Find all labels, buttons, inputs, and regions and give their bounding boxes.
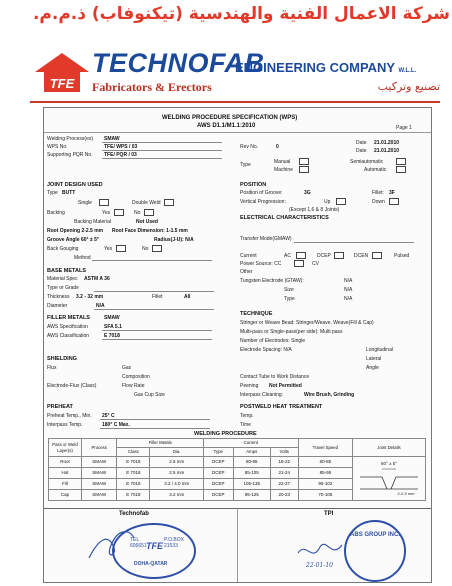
up-label: Up [324, 199, 331, 205]
underline [94, 309, 214, 310]
backing-label: Backing [47, 210, 65, 216]
form-code: AWS D1.1/M1.1:2010 [197, 123, 256, 129]
diameter-value: N/A [96, 303, 105, 309]
cell: SMAW [82, 468, 117, 479]
ac-label: AC [284, 253, 291, 259]
col-header-travel: Travel Speed [298, 439, 352, 457]
date2-value: 21.01.2010 [374, 148, 400, 154]
page-number: Page 1 [396, 125, 412, 131]
preheat-header: PREHEAT [47, 404, 73, 410]
header-divider [30, 101, 440, 103]
type-grade-label: Type or Grade [47, 285, 79, 291]
manual-label: Manual [274, 159, 291, 165]
underline [100, 428, 210, 429]
cell: 18-22 [270, 457, 298, 468]
cell: DCEP [203, 468, 233, 479]
number-electrodes: Number of Electrodes: Single [240, 338, 306, 344]
sig-right-label: TPI [324, 511, 334, 517]
col-header-type: Type [203, 448, 233, 457]
tungsten-na: N/A [344, 278, 353, 284]
tungsten-label: Tungsten Electrode (GTAW): [240, 278, 304, 284]
double-weld-checkbox[interactable] [164, 199, 174, 206]
weld-table-title: WELDING PROCEDURE [194, 431, 257, 437]
welding-process-value: SMAW [104, 136, 120, 142]
wps-no-label: WPS No. [47, 144, 68, 150]
cell: DCEP [203, 490, 233, 501]
backing-no-label: No [134, 210, 141, 216]
peening-label: Peening [240, 383, 259, 389]
cell: Fill [49, 479, 82, 490]
size-na: N/A [344, 287, 353, 293]
cell: 85-95 [298, 468, 352, 479]
fillet2-label: Fillet [152, 294, 163, 300]
cell: E 7018 [117, 457, 150, 468]
current-label: Current [240, 253, 257, 259]
semiauto-label: Semiautomatic [350, 159, 384, 165]
underline [102, 339, 212, 340]
cell: Root [49, 457, 82, 468]
cell: 3.2 / 4.0 mm [150, 479, 204, 490]
date1-label: Date [356, 140, 367, 146]
shielding-header: SHIELDING [47, 356, 77, 362]
flow-rate-label: Flow Rate [122, 383, 145, 389]
fillet-label: Fillet: [372, 190, 384, 196]
stringer-weave: Stringer or Weave Bead: Stringer/Weave, Weave(Fill & Cap) [240, 320, 374, 326]
back-gouging-label: Back Gouging [47, 246, 79, 252]
type3-na: N/A [344, 296, 353, 302]
underline [102, 142, 222, 143]
backing-material-value: Not Used [136, 219, 158, 225]
machine-label: Machine [274, 167, 293, 173]
aws-class-label: AWS Classification [47, 333, 90, 339]
subtitle-english: Fabricators & Erectors [92, 80, 212, 94]
interpass-cleaning-value: Wire Brush, Grinding [304, 392, 355, 398]
pulsed-label: Pulsed [394, 253, 410, 259]
semiauto-checkbox[interactable] [396, 158, 406, 165]
stamp-city: DOHA-QATAR [134, 561, 168, 567]
underline [102, 158, 222, 159]
manual-checkbox[interactable] [299, 158, 309, 165]
lateral-label: Lateral [366, 356, 382, 362]
multipass: Multi-pass or Single-pass(per side): Multi pass [240, 329, 343, 335]
wps-form [43, 107, 432, 583]
stamp-pobox: P.O.BOX [164, 537, 184, 543]
machine-checkbox[interactable] [299, 166, 309, 173]
dcen-label: DCEN [354, 253, 369, 259]
table-row [49, 457, 426, 468]
electrode-flux-label: Electrode-Flux (Class) [47, 383, 97, 389]
underline [92, 260, 212, 261]
cell: Hot [49, 468, 82, 479]
dcep-checkbox[interactable] [334, 252, 344, 259]
power-source-label: Power Source: CC [240, 261, 282, 267]
abs-stamp-text: ABS GROUP INC. [350, 532, 400, 538]
dcep-label: DCEP [317, 253, 331, 259]
pqr-label: Supporting PQR No. [47, 152, 93, 158]
double-weld-label: Double Weld [132, 200, 161, 206]
aws-spec-label: AWS Specification [47, 324, 88, 330]
automatic-checkbox[interactable] [396, 166, 406, 173]
groove-angle: Groove Angle 60° ± 5° [47, 237, 99, 243]
joint-angle-label: 60° ± 5° [380, 460, 398, 466]
col-header-pass: Pass or Weld Layer(s) [49, 439, 82, 457]
pwht-time-label: Time [240, 422, 251, 428]
interpass-temp-label: Interpass Temp. [47, 422, 83, 428]
diameter-label: Diameter [47, 303, 68, 309]
filler-metals-header: FILLER METALS [47, 315, 90, 321]
cell: 80-95 [233, 457, 270, 468]
cc-checkbox[interactable] [294, 260, 304, 267]
welding-process-label: Welding Process(es) [47, 136, 94, 142]
stamp-tel-no: 606651 [130, 543, 147, 549]
col-header-process: Process [82, 439, 117, 457]
peening-value: Not Permitted [269, 383, 302, 389]
aws-class-value: E 7018 [104, 333, 120, 339]
wps-no-value: TFE/ WPS / 03 [104, 144, 138, 150]
electrode-spacing: Electrode Spacing: N/A [240, 347, 292, 353]
up-checkbox[interactable] [336, 198, 346, 205]
cell: Cap [49, 490, 82, 501]
cell: E 7018 [117, 490, 150, 501]
cell: E 7018 [117, 468, 150, 479]
joint-detail-sketch [356, 459, 422, 497]
interpass-cleaning-label: Interpass Cleaning: [240, 392, 284, 398]
date2-label: Date [356, 148, 367, 154]
underline [100, 419, 210, 420]
position-header: POSITION [240, 182, 267, 188]
joint-detail-cell [353, 457, 426, 501]
vertical-progression-label: Vertical Progression: [240, 199, 286, 205]
cell: SMAW [82, 479, 117, 490]
col-group-filler: Filler Metals [117, 439, 204, 448]
backing-material-label: Backing Material [74, 219, 111, 225]
cell: DCEP [203, 457, 233, 468]
groove-position-value: 3G [304, 190, 311, 196]
type3-label: Type [284, 296, 295, 302]
divider [237, 508, 238, 582]
cell: 105-135 [233, 479, 270, 490]
cell: SMAW [82, 490, 117, 501]
dcen-checkbox[interactable] [372, 252, 382, 259]
rev-label: Rev No. [240, 144, 259, 150]
company-suffix: W.L.L. [398, 68, 417, 74]
date1-value: 21.01.2010 [374, 140, 400, 146]
fillet2-value: All [184, 294, 191, 300]
cell: E 7018 [117, 479, 150, 490]
arabic-company-name: شركة الاعمال الفنية والهندسية (تيكنوفاب) ذ.م.م. [32, 4, 450, 24]
form-title: WELDING PROCEDURE SPECIFICATION (WPS) [162, 115, 298, 121]
stamp-tel: TEL [130, 537, 140, 543]
signature-left-icon [84, 518, 144, 568]
angle-label: Angle [366, 365, 379, 371]
col-header-volts: Volts [270, 448, 298, 457]
root-opening: Root Opening 2-2.5 mm [47, 228, 104, 234]
preheat-temp-value: 25° C [102, 413, 115, 419]
joint-dim-label: 2-2.5 mm [397, 490, 415, 496]
backing-yes-label: Yes [102, 210, 111, 216]
electrical-header: ELECTRICAL CHARACTERISTICS [240, 215, 329, 221]
gouging-no-checkbox[interactable] [152, 245, 162, 252]
subtitle-arabic: تصنيع وتركيب [377, 80, 440, 93]
gouging-yes-checkbox[interactable] [116, 245, 126, 252]
cv-label: CV [312, 261, 319, 267]
single-label: Single [78, 200, 92, 206]
ac-checkbox[interactable] [296, 252, 306, 259]
sig-left-label: Technofab [119, 511, 149, 517]
joint-design-header: JOINT DESIGN USED [47, 182, 103, 188]
company-name [235, 60, 416, 75]
divider [44, 132, 431, 133]
pqr-value: TFE/ PQR / 03 [104, 152, 137, 158]
cell: 2.5 mm [150, 457, 204, 468]
down-label: Down [372, 199, 385, 205]
gouging-yes-label: Yes [104, 246, 113, 252]
cell: 95-125 [233, 490, 270, 501]
contact-tube-label: Contact Tube to Work Distance [240, 374, 310, 380]
cell: 95-102 [298, 479, 352, 490]
cell: 2.5 mm [150, 468, 204, 479]
cell: 3.2 mm [150, 490, 204, 501]
type-label: Type [240, 162, 251, 168]
technique-header: TECHNIQUE [240, 311, 273, 317]
preheat-temp-label: Preheat Temp., Min. [47, 413, 92, 419]
stamp-logo: TFE [146, 541, 163, 551]
fillet-value: 3F [389, 190, 395, 196]
underline [102, 330, 212, 331]
cell: 60-85 [298, 457, 352, 468]
smaw-header: SMAW [104, 315, 120, 321]
base-metals-header: BASE METALS [47, 268, 87, 274]
type2-value: BUTT [62, 190, 76, 196]
groove-position-label: Position of Groove: [240, 190, 283, 196]
col-header-dia: Dia. [150, 448, 204, 457]
except-note: (Except 1,6 & 8 Joints) [289, 207, 340, 213]
signature-date: 22-01-10 [306, 562, 333, 569]
single-checkbox[interactable] [99, 199, 109, 206]
cell: SMAW [82, 457, 117, 468]
flux-label: Flux [47, 365, 57, 371]
gas-cup-label: Gas Cup Size [134, 392, 165, 398]
composition-label: Composition [122, 374, 150, 380]
automatic-label: Automatic [364, 167, 387, 173]
col-header-class: Class [117, 448, 150, 457]
cell: 85-105 [233, 468, 270, 479]
material-spec-value: ASTM A 36 [84, 276, 110, 282]
cell: DCEP [203, 479, 233, 490]
cell: 22-27 [270, 479, 298, 490]
gouging-no-label: No [142, 246, 149, 252]
tfe-logo-icon [34, 52, 90, 94]
underline [294, 242, 414, 243]
brand-name: TECHNOFAB [92, 48, 265, 78]
stamp-pobox-no: 21533 [164, 543, 178, 549]
other-label: Other [240, 269, 253, 275]
company-name-text: ENGINEERING COMPANY [235, 60, 395, 75]
material-spec-label: Material Spec [47, 276, 78, 282]
pwht-temp-label: Temp. [240, 413, 254, 419]
cell: 70-105 [298, 490, 352, 501]
method-label: Method [74, 255, 91, 261]
size-label: Size [284, 287, 294, 293]
rev-value: 0 [276, 144, 279, 150]
type2-label: Type [47, 190, 58, 196]
down-checkbox[interactable] [389, 198, 399, 205]
gas-label: Gas [122, 365, 132, 371]
aws-spec-value: SFA 5.1 [104, 324, 122, 330]
col-group-current: Current [203, 439, 298, 448]
backing-yes-checkbox[interactable] [114, 209, 124, 216]
underline [94, 291, 214, 292]
radius: Radius(J-U): N/A [154, 237, 194, 243]
logo-text: TFE [49, 76, 75, 91]
underline [102, 150, 222, 151]
col-header-joint: Joint Details [353, 439, 426, 457]
interpass-temp-value: 180° C Max. [102, 422, 130, 428]
root-face: Root Face Dimension: 1-1.5 mm [112, 228, 188, 234]
welding-procedure-table [48, 438, 426, 501]
pwht-header: POSTWELD HEAT TREATMENT [240, 404, 323, 410]
col-header-amps: Amps [233, 448, 270, 457]
cell: 21-24 [270, 468, 298, 479]
backing-no-checkbox[interactable] [144, 209, 154, 216]
thickness-value: 3.2 - 32 mm [76, 294, 104, 300]
transfer-mode-label: Transfer Mode(GMAW) [240, 236, 292, 242]
thickness-label: Thickness [47, 294, 70, 300]
cell: 20-23 [270, 490, 298, 501]
longitudinal-label: Longitudinal [366, 347, 393, 353]
